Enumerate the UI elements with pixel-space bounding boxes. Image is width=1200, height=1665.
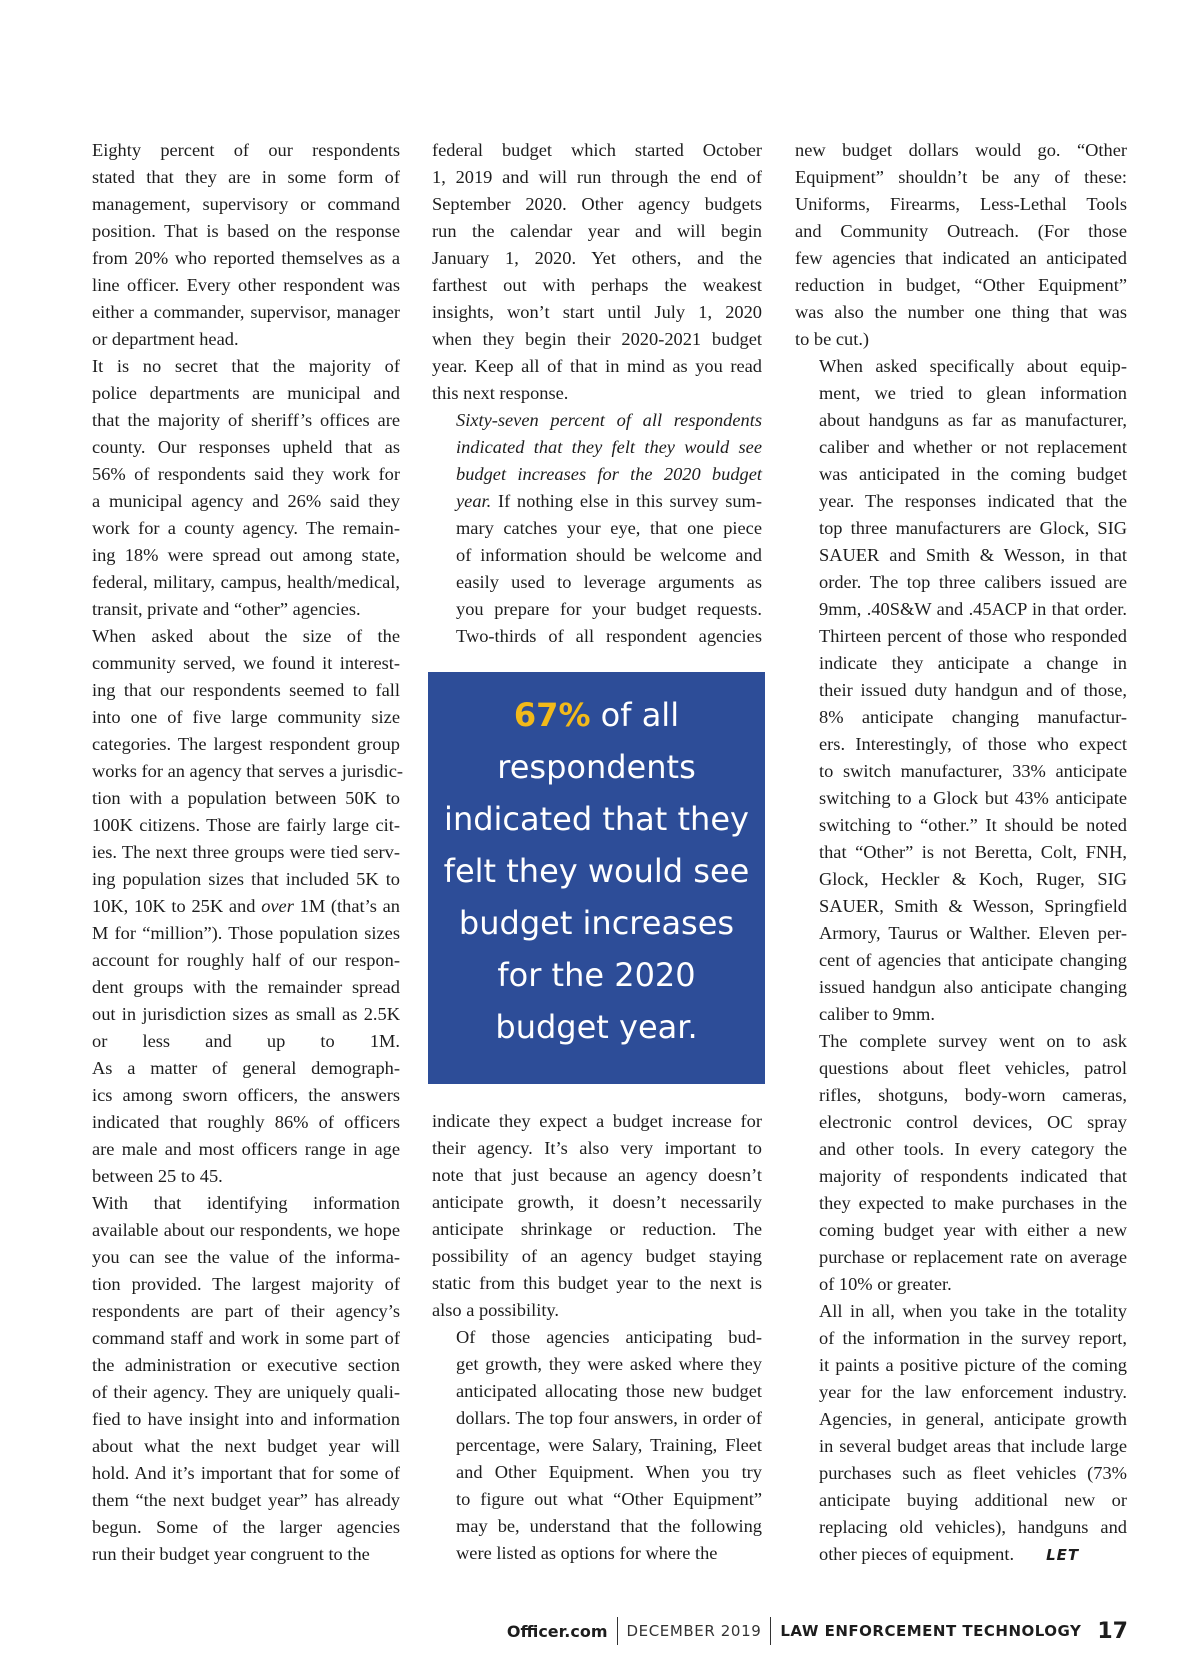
text-line: issued handgun also anticipate changing <box>819 977 1127 997</box>
text-line: begun. Some of the larger agencies <box>92 1517 400 1537</box>
footer-divider <box>770 1617 771 1645</box>
text-line: Agencies, in general, anticipate growth <box>819 1409 1127 1429</box>
text-line: 10K, 10K to 25K and over 1M (that’s an <box>92 896 400 916</box>
text-line: respondents are part of their agency’s <box>92 1301 400 1321</box>
text-line: caliber and whether or not replacement <box>819 437 1127 457</box>
text-line: community served, we found it interest- <box>92 653 400 673</box>
text-line: year. If nothing else in this survey sum- <box>456 491 762 511</box>
text-line: this next response. <box>432 383 569 403</box>
text-line: switching to a Glock but 43% anticipate <box>819 788 1127 808</box>
text-line: anticipate buying additional new or <box>819 1490 1127 1510</box>
text-line: ing population sizes that included 5K to <box>92 869 400 889</box>
emphasis: over <box>261 896 294 916</box>
text-line: ment, we tried to glean information <box>819 383 1127 403</box>
text-line: new budget dollars would go. “Other <box>795 140 1127 160</box>
text-line: Equipment” shouldn’t be any of these: <box>795 167 1127 187</box>
text-line: M for “million”). Those population sizes <box>92 923 400 943</box>
text-line: account for roughly half of our respon- <box>92 950 400 970</box>
text-line: a municipal agency and 26% said they <box>92 491 400 511</box>
text-line: With that identifying information <box>92 1193 400 1213</box>
text-line: ing that our respondents seemed to fall <box>92 680 400 700</box>
footer-magazine-title: LAW ENFORCEMENT TECHNOLOGY <box>780 1622 1082 1640</box>
text-line: management, supervisory or command <box>92 194 400 214</box>
text-line: and Community Outreach. (For those <box>795 221 1127 241</box>
text-line: Thirteen percent of those who responded <box>819 626 1127 646</box>
text-line: September 2020. Other agency budgets <box>432 194 762 214</box>
text-line: coming budget year with either a new <box>819 1220 1127 1240</box>
paragraph <box>795 1028 1127 1298</box>
text-line: 1, 2019 and will run through the end of <box>432 167 762 187</box>
let-end-logo: LET <box>1046 1546 1080 1564</box>
text-line: or department head. <box>92 329 239 349</box>
text-line: purchases such as fleet vehicles (73% <box>819 1463 1127 1483</box>
text-line: easily used to leverage arguments as <box>456 572 762 592</box>
text-line: All in all, when you take in the totality <box>819 1301 1127 1321</box>
text-line: you prepare for your budget requests. <box>456 599 762 619</box>
text-line: indicated that roughly 86% of officers <box>92 1112 400 1132</box>
text-line: to figure out what “Other Equipment” <box>456 1489 762 1509</box>
text-line: caliber to 9mm. <box>819 1004 935 1024</box>
text-line: works for an agency that serves a jurisdic- <box>92 761 403 781</box>
text-line: few agencies that indicated an anticipated <box>795 248 1127 268</box>
text-line: fied to have insight into and information <box>92 1409 400 1429</box>
paragraph <box>795 353 1127 1028</box>
text-line: of their agency. They are uniquely quali- <box>92 1382 400 1402</box>
text-line: Armory, Taurus or Walther. Eleven per- <box>819 923 1127 943</box>
text-line: to switch manufacturer, 33% anticipate <box>819 761 1127 781</box>
paragraph <box>68 1055 400 1190</box>
text-line: 100K citizens. Those are fairly large cit- <box>92 815 400 835</box>
paragraph <box>432 137 762 407</box>
text-line: when they begin their 2020-2021 budget <box>432 329 762 349</box>
text-line: note that just because an agency doesn’t <box>432 1165 762 1185</box>
paragraph <box>795 1298 1127 1569</box>
page-number: 17 <box>1097 1618 1128 1644</box>
text-line: the administration or executive section <box>92 1355 400 1375</box>
text-line: you can see the value of the informa- <box>92 1247 400 1267</box>
text-line: ers. Interestingly, of those who expect <box>819 734 1127 754</box>
callout-line: respondents <box>497 748 696 786</box>
text-line: percentage, were Salary, Training, Fleet <box>456 1435 762 1455</box>
text-line: SAUER and Smith & Wesson, in that <box>819 545 1127 565</box>
text-line: transit, private and “other” agencies. <box>92 599 361 619</box>
text-line: ing 18% were spread out among state, <box>92 545 400 565</box>
paragraph <box>68 1190 400 1568</box>
text-line: position. That is based on the response <box>92 221 400 241</box>
pull-quote-callout <box>428 672 765 1084</box>
text-line: was also the number one thing that was <box>795 302 1127 322</box>
text-line: of the information in the survey report, <box>819 1328 1127 1348</box>
paragraph <box>432 1108 762 1324</box>
text-line: rifles, shotguns, body-worn cameras, <box>819 1085 1127 1105</box>
text-line: into one of five large community size <box>92 707 400 727</box>
text-line: tion provided. The largest majority of <box>92 1274 400 1294</box>
text-line: 9mm, .40S&W and .45ACP in that order. <box>819 599 1127 619</box>
text-line: from 20% who reported themselves as a <box>92 248 400 268</box>
text-line: It is no secret that the majority of <box>92 356 400 376</box>
text-line: may be, understand that the following <box>456 1516 762 1536</box>
text-line: Eighty percent of our respondents <box>92 140 400 160</box>
page-footer <box>507 1615 1128 1647</box>
footer-divider <box>617 1617 618 1645</box>
text-line: dollars. The top four answers, in order of <box>456 1408 762 1428</box>
text-line: static from this budget year to the next is <box>432 1273 762 1293</box>
article-column-1 <box>68 137 403 1568</box>
text-line: it paints a positive picture of the coming <box>819 1355 1127 1375</box>
text-line: When asked specifically about equip- <box>819 356 1127 376</box>
text-line: electronic control devices, OC spray <box>819 1112 1127 1132</box>
text-line: county. Our responses upheld that as <box>92 437 400 457</box>
text-line: that “Other” is not Beretta, Colt, FNH, <box>819 842 1127 862</box>
text-line: order. The top three calibers issued are <box>819 572 1127 592</box>
text-line: and Other Equipment. When you try <box>456 1462 762 1482</box>
paragraph <box>795 137 1127 353</box>
text-line: January 1, 2020. Yet others, and the <box>432 248 762 268</box>
text-line: 8% anticipate changing manufactur- <box>819 707 1127 727</box>
text-line: of information should be welcome and <box>456 545 762 565</box>
text-line: tion with a population between 50K to <box>92 788 400 808</box>
text-line: As a matter of general demograph- <box>92 1058 400 1078</box>
text-line: get growth, they were asked where they <box>456 1354 762 1374</box>
text-line: also a possibility. <box>432 1300 560 1320</box>
article-column-2-continued <box>432 1108 762 1567</box>
text-line: them “the next budget year” has already <box>92 1490 400 1510</box>
text-line: SAUER, Smith & Wesson, Springfield <box>819 896 1127 916</box>
callout-line: indicated that they <box>444 800 749 838</box>
text-line: that the majority of sheriff’s offices are <box>92 410 400 430</box>
text-line: available about our respondents, we hope <box>92 1220 400 1240</box>
paragraph <box>68 353 400 623</box>
text-line: line officer. Every other respondent was <box>92 275 400 295</box>
text-line: anticipated allocating those new budget <box>456 1381 762 1401</box>
paragraph <box>432 407 762 650</box>
text-line: about handguns as far as manufacturer, <box>819 410 1127 430</box>
text-line: federal budget which started October <box>432 140 762 160</box>
text-line: switching to “other.” It should be noted <box>819 815 1127 835</box>
text-line: run the calendar year and will begin <box>432 221 762 241</box>
emphasis: year. <box>456 491 492 511</box>
callout-highlight: 67% <box>513 696 591 734</box>
text-line: insights, won’t start until July 1, 2020 <box>432 302 762 322</box>
callout-line: felt they would see <box>443 852 750 890</box>
text-line: reduction in budget, “Other Equipment” <box>795 275 1127 295</box>
text-line: year. Keep all of that in mind as you read <box>432 356 762 376</box>
text-line: cent of agencies that anticipate changing <box>819 950 1127 970</box>
text-line: majority of respondents indicated that <box>819 1166 1127 1186</box>
text-line: When asked about the size of the <box>92 626 400 646</box>
text-line: their issued duty handgun and of those, <box>819 680 1127 700</box>
text-line: was anticipated in the coming budget <box>819 464 1127 484</box>
text-line: between 25 to 45. <box>92 1166 223 1186</box>
text-line: categories. The largest respondent group <box>92 734 400 754</box>
text-line: mary catches your eye, that one piece <box>456 518 762 538</box>
text-line: are male and most officers range in age <box>92 1139 400 1159</box>
text-line: stated that they are in some form of <box>92 167 400 187</box>
text-line: ies. The next three groups were tied serv- <box>92 842 400 862</box>
text-line: were listed as options for where the <box>456 1543 718 1563</box>
text-line: police departments are municipal and <box>92 383 400 403</box>
text-line: year. The responses indicated that the <box>819 491 1127 511</box>
text-line: either a commander, supervisor, manager <box>92 302 400 322</box>
footer-date: DECEMBER 2019 <box>626 1622 762 1640</box>
text-line: Sixty-seven percent of all respondents <box>456 410 762 430</box>
text-line: The complete survey went on to ask <box>819 1031 1127 1051</box>
text-line: Two-thirds of all respondent agencies <box>456 626 762 646</box>
text-line: or less and up to 1M. <box>92 1031 400 1051</box>
text-line: anticipate growth, it doesn’t necessarily <box>432 1192 762 1212</box>
article-column-3 <box>795 137 1127 1569</box>
text-line: hold. And it’s important that for some of <box>92 1463 400 1483</box>
text-line: Uniforms, Firearms, Less-Lethal Tools <box>795 194 1127 214</box>
paragraph <box>432 1324 762 1567</box>
paragraph <box>68 137 400 353</box>
callout-line: for the 2020 <box>497 956 696 994</box>
text-line: of 10% or greater. <box>819 1274 952 1294</box>
text-line: indicate they expect a budget increase for <box>432 1111 762 1131</box>
paragraph <box>68 623 403 1055</box>
footer-site: Officer.com <box>506 1621 608 1641</box>
text-line: Of those agencies anticipating bud- <box>456 1327 762 1347</box>
text-line: replacing old vehicles), handguns and <box>819 1517 1127 1537</box>
article-column-2 <box>432 137 762 650</box>
text-line: other pieces of equipment. LET <box>795 1541 1127 1569</box>
text-line: year for the law enforcement industry. <box>819 1382 1127 1402</box>
text-line: to be cut.) <box>795 329 870 349</box>
text-line: purchase or replacement rate on average <box>819 1247 1127 1267</box>
text-line: dent groups with the remainder spread <box>92 977 400 997</box>
text-line: indicate they anticipate a change in <box>819 653 1127 673</box>
text-line: Glock, Heckler & Koch, Ruger, SIG <box>819 869 1127 889</box>
callout-line: budget increases <box>458 904 735 942</box>
text-line: about what the next budget year will <box>92 1436 400 1456</box>
text-line: work for a county agency. The remain- <box>92 518 400 538</box>
text-line: they expected to make purchases in the <box>819 1193 1127 1213</box>
text-line: their agency. It’s also very important to <box>432 1138 762 1158</box>
text-line: anticipate shrinkage or reduction. The <box>432 1219 762 1239</box>
callout-line: budget year. <box>495 1008 698 1046</box>
text-line: possibility of an agency budget staying <box>432 1246 762 1266</box>
text-line: 56% of respondents said they work for <box>92 464 400 484</box>
text-line: questions about fleet vehicles, patrol <box>819 1058 1127 1078</box>
text-line: ics among sworn officers, the answers <box>92 1085 400 1105</box>
text-line: and other tools. In every category the <box>819 1139 1127 1159</box>
text-line: command staff and work in some part of <box>92 1328 400 1348</box>
text-line: in several budget areas that include large <box>819 1436 1127 1456</box>
text-line: top three manufacturers are Glock, SIG <box>819 518 1127 538</box>
text-line: federal, military, campus, health/medical, <box>92 572 400 592</box>
text-line: out in jurisdiction sizes as small as 2.5K <box>92 1004 400 1024</box>
text-line: indicated that they felt they would see <box>456 437 762 457</box>
text-line: budget increases for the 2020 budget <box>456 464 762 484</box>
text-line: run their budget year congruent to the <box>92 1544 370 1564</box>
callout-line: 67% of all <box>513 696 680 734</box>
text-line: farthest out with perhaps the weakest <box>432 275 762 295</box>
